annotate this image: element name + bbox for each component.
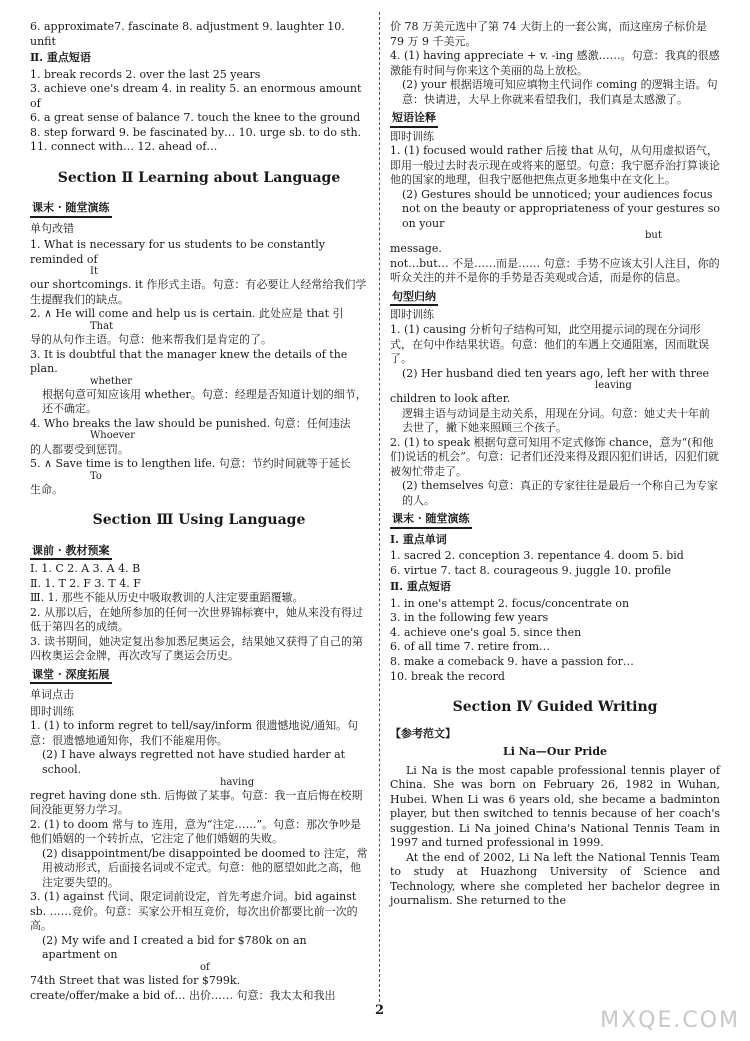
drill-heading: 即时训练	[390, 308, 434, 322]
section-3-box-preview: 课前 · 教材预案	[30, 544, 112, 561]
error-explanation: 导的从句作主语。句意：他来帮我们是肯定的了。	[30, 333, 272, 347]
word-item: 1. (1) to inform regret to tell/say/inform 很遗憾地说/通知。句意：很遗憾地通知你，我们不能雇用你。	[30, 719, 359, 747]
answer-line: Ⅲ. 1. 那些不能从历史中吸取教训的人注定要重蹈覆辙。	[30, 591, 304, 605]
essay-paragraph: At the end of 2002, Li Na left the National Tennis Team to study at Huazhong University of Science and Technology, where she completed her bachelor degree in journalism. She returned to the	[390, 850, 720, 908]
error-sentence: 4. Who breaks the law should be punished. 句意：任何违法	[30, 416, 351, 430]
word-click-heading: 单词点击	[30, 688, 74, 702]
phrase-line: 1. in one's attempt 2. focus/concentrate on	[390, 596, 630, 610]
answer-line: Ⅰ. 1. C 2. A 3. A 4. B	[30, 562, 141, 576]
word-line: 6. virtue 7. tact 8. courageous 9. juggle 10. profile	[390, 563, 671, 577]
left-column	[30, 20, 368, 1003]
error-explanation: 生命。	[30, 482, 63, 496]
essay-title: Li Na—Our Pride	[502, 745, 608, 759]
word-item: regret having done sth. 后悔做了某事。句意：我一直后悔在校期间没能更努力学习。	[30, 788, 363, 817]
phrase-line: 3. achieve one's dream 4. in reality 5. an enormous amount of	[30, 82, 362, 110]
text-line: not…but… 不是……而是…… 句意：手势不应该太引人注目，你的听众关注的并不是你的手势是否美观或合适，而是你的信息。	[390, 256, 720, 285]
word-item: (2) I have always regretted not have studied harder at school.	[42, 748, 346, 776]
text-line: (2) your 根据语境可知应填物主代词作 coming 的逻辑主语。句意：快请进，大早上你就来看望我们，我们真是太感激了。	[402, 78, 718, 106]
word-item: 2. (1) to doom 常与 to 连用，意为“注定……”。句意：那次争吵是他们婚姻的一个转折点，它注定了他们婚姻的失败。	[30, 817, 362, 846]
error-fix: That	[90, 320, 114, 332]
answer-line: 3. 读书期间，她决定复出参加悉尼奥运会，结果她又获得了自己的第四枚奥运会金牌，再次改写了奥运会历史。	[30, 634, 363, 663]
word-fix: having	[220, 776, 255, 788]
text-line: (2) Gestures should be unnoticed; your audiences focus not on the beauty or appropriateness of your gestures so on your	[402, 187, 720, 230]
word-item: (2) disappointment/be disappointed be doomed to 注定，常用被动形式，后面接名词或不定式。句意：他的愿望如此之高，他注定要失望的。	[42, 846, 368, 889]
drill-heading: 即时训练	[390, 129, 434, 143]
text-line: (2) Her husband died ten years ago, left her with three	[402, 366, 710, 380]
essay-paragraph: Li Na is the most capable professional tennis player of China. She was born on February 26, 1982 in Wuhan, Hubei. When Li was 6 years old, she became a badminton player, but then switched to tennis because of her coach's suggestion. Li Na joined China's National Tennis Team in 1997 and turned professional in 1999.	[390, 763, 720, 850]
sentence-pattern-box: 句型归纳	[390, 290, 438, 307]
error-correction-heading: 单句改错	[30, 221, 74, 235]
error-explanation: 根据句意可知应该用 whether。句意：经理是否知道计划的细节，还不确定。	[42, 387, 367, 416]
page-number: 2	[375, 1003, 385, 1018]
text-line: 1. (1) causing 分析句子结构可知，此空用提示词的现在分词形式，在句中作结果状语。句意：他们的车遇上交通阻塞，因而耽误了。	[390, 322, 709, 366]
key-phrases-heading: Ⅱ. 重点短语	[30, 51, 91, 65]
error-sentence: 5. ∧ Save time is to lengthen life. 句意：节约时间就等于延长	[30, 457, 351, 471]
error-fix: It	[90, 266, 98, 278]
error-sentence: 2. ∧ He will come and help us is certain. 此处应是 that 引	[30, 307, 344, 321]
word-fix: of	[200, 961, 210, 973]
section-2-title: Section Ⅱ Learning about Language	[57, 169, 341, 186]
word-item: (2) My wife and I created a bid for $780k on an apartment on	[42, 933, 307, 962]
phrase-line: 6. of all time 7. retire from…	[390, 640, 550, 654]
phrase-explain-box: 短语诠释	[390, 111, 438, 128]
section-2-box-label: 课末 · 随堂演练	[30, 201, 112, 218]
word-item: create/offer/make a bid of… 出价…… 句意：我太太和我出	[30, 988, 336, 1002]
sentence-fix: leaving	[595, 380, 632, 392]
phrase-line: 3. in the following few years	[390, 611, 549, 625]
error-item	[30, 238, 368, 307]
key-words-tail: 6. approximate7. fascinate 8. adjustment 9. laughter 10. unfit	[30, 20, 345, 48]
section-4-title: Section Ⅳ Guided Writing	[452, 699, 658, 716]
text-line: (2) themselves 句意：真正的专家往往是最后一个称自己为专家的人。	[402, 479, 719, 507]
section-3-box-extension: 课堂 · 深度拓展	[30, 668, 112, 685]
watermark-logo: MXQE.COM	[600, 1007, 740, 1033]
error-fix: To	[90, 470, 102, 482]
error-sentence: 1. What is necessary for us students to be constantly reminded of	[30, 238, 325, 266]
error-fix: whether	[90, 375, 133, 387]
drill-heading: 即时训练	[30, 704, 74, 718]
error-item	[30, 457, 368, 497]
phrase-fix: but	[645, 230, 662, 242]
answer-line: 2. 从那以后，在她所参加的任何一次世界锦标赛中，她从来没有得过低于第四名的成绩。	[30, 605, 363, 634]
right-column	[390, 20, 720, 909]
text-line: 1. (1) focused would rather 后接 that 从句，从句用虚拟语气，即用一般过去时表示现在或将来的愿望。句意：我宁愿乔治打算谈论他的国家的地理，但我宁愿他把焦点更多地集中在文化上。	[390, 144, 720, 187]
key-words-heading: Ⅰ. 重点单词	[390, 532, 447, 546]
phrase-line: 8. step forward 9. be fascinated by… 10. urge sb. to do sth.	[30, 125, 362, 139]
after-class-box: 课末 · 随堂演练	[390, 512, 472, 529]
error-sentence: 3. It is doubtful that the manager knew the details of the plan.	[30, 347, 348, 376]
word-item: 74th Street that was listed for $799k.	[30, 974, 240, 988]
text-line: message.	[390, 242, 442, 256]
phrase-line: 4. achieve one's goal 5. since then	[390, 625, 582, 639]
key-phrases-heading: Ⅱ. 重点短语	[390, 580, 451, 594]
reference-essay-label: 【参考范文】	[390, 726, 456, 740]
error-explanation: 的人都要受到惩罚。	[30, 442, 129, 456]
text-line: children to look after.	[390, 392, 511, 406]
word-item: 3. (1) against 代词、限定词前设定，首先考虑介词。bid against sb. ……竞价。句意：买家公开相互竞价，每次出价都要比前一次的高。	[30, 890, 358, 933]
word-line: 1. sacred 2. conception 3. repentance 4. doom 5. bid	[390, 549, 684, 563]
error-item	[30, 307, 368, 347]
text-line: 4. (1) having appreciate + v. -ing 感激……。句意：我真的很感激能有时间与你来这个美丽的岛上放松。	[390, 49, 720, 77]
error-fix: Whoever	[90, 430, 136, 442]
phrase-line: 6. a great sense of balance 7. touch the knee to the ground	[30, 111, 361, 125]
text-line: 逻辑主语与动词是主动关系，用现在分词。句意：她丈夫十年前去世了，撇下她来照顾三个孩子。	[402, 406, 710, 435]
text-line: 价 78 万美元选中了第 74 大街上的一套公寓，而这座房子标价是 79 万 9 千美元。	[390, 20, 707, 48]
phrase-line: 10. break the record	[390, 669, 505, 683]
text-line: 2. (1) to speak 根据句意可知用不定式修饰 chance，意为“(和他们)说话的机会”。句意：记者们还没来得及跟囚犯们讲话，囚犯们就被匆忙带走了。	[390, 435, 719, 478]
phrase-line: 1. break records 2. over the last 25 years	[30, 67, 261, 81]
section-3-title: Section Ⅲ Using Language	[92, 512, 306, 529]
phrase-line: 8. make a comeback 9. have a passion for…	[390, 655, 634, 668]
column-divider	[379, 12, 380, 1002]
error-item	[30, 348, 368, 417]
error-explanation: our shortcomings. it 作形式主语。句意：有必要让人经常给我们学生提醒我们的缺点。	[30, 278, 367, 306]
answer-line: Ⅱ. 1. T 2. F 3. T 4. F	[30, 576, 141, 590]
phrase-line: 11. connect with… 12. ahead of…	[30, 140, 218, 154]
error-item	[30, 417, 368, 457]
